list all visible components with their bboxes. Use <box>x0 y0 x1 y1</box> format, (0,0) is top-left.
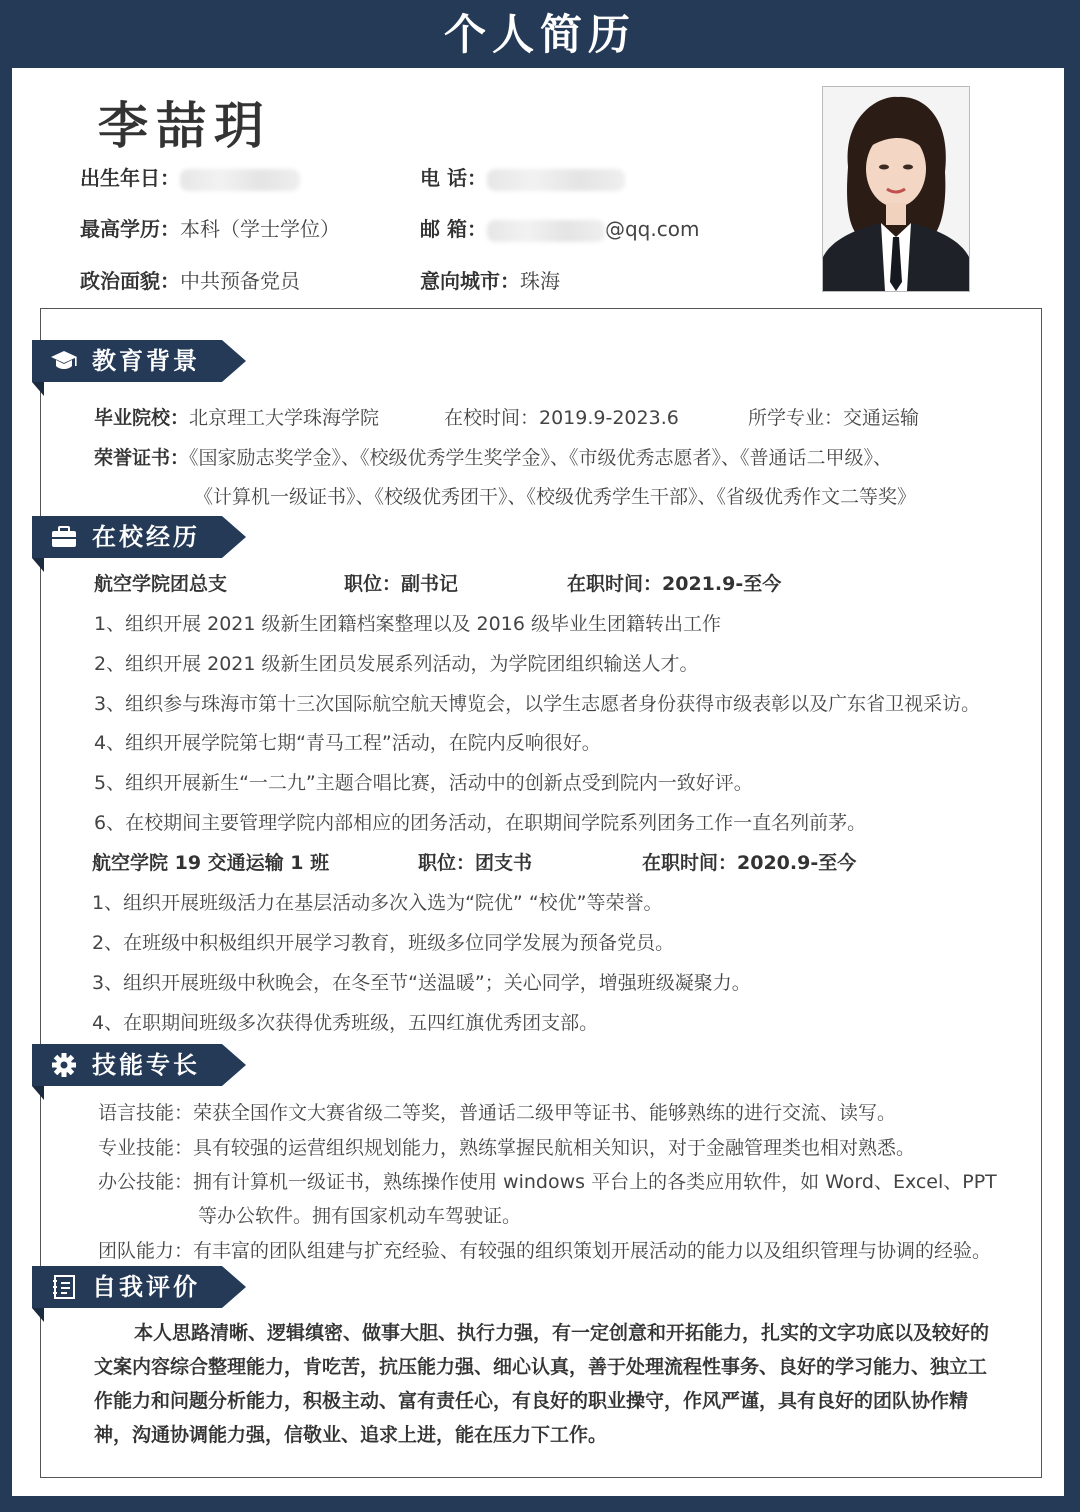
job2-org: 航空学院 19 交通运输 1 班 <box>92 852 330 874</box>
skill-line: 团队能力：有丰富的团队组建与扩充经验、有较强的组织策划开展活动的能力以及组织管理与协调的经验。 <box>98 1240 992 1262</box>
section-title-experience: 在校经历 <box>92 523 200 551</box>
page-title: 个人简历 <box>443 10 636 59</box>
study-period: 在校时间：2019.9-2023.6 <box>444 407 679 429</box>
politics-value: 中共预备党员 <box>180 269 300 293</box>
phone-row <box>420 162 625 191</box>
education-value: 本科（学士学位） <box>180 217 340 241</box>
phone-value-redacted <box>487 169 625 191</box>
job1-time: 在职时间：2021.9-至今 <box>567 573 782 595</box>
section-header-experience <box>32 516 246 558</box>
skill-line: 语言技能：荣获全国作文大赛省级二等奖，普通话二级甲等证书、能够熟练的进行交流、读写。 <box>98 1102 897 1124</box>
email-suffix: @qq.com <box>604 217 700 241</box>
job2-time: 在职时间：2020.9-至今 <box>642 852 857 874</box>
section-header-self-eval <box>32 1266 246 1308</box>
job2-item: 4、在职期间班级多次获得优秀班级，五四红旗优秀团支部。 <box>92 1012 599 1034</box>
self-eval-text: 本人思路清晰、逻辑缜密、做事大胆、执行力强，有一定创意和开拓能力，扎实的文字功底以及较好的文案内容综合整理能力，肯吃苦，抗压能力强、细心认真，善于处理流程性事务、良好的学习能力、独立工作能力和问题分析能力，积极主动、富有责任心，有良好的职业操守，作风严谨，具有良好的团队协作精神，沟通协调能力强，信敬业、追求上进，能在压力下工作。 <box>94 1322 990 1446</box>
resume-sheet <box>12 68 1064 1496</box>
job1-position: 职位：副书记 <box>344 573 459 595</box>
politics-label: 政治面貌： <box>80 269 180 293</box>
education-label: 最高学历： <box>80 217 180 241</box>
address-book-icon <box>50 1274 78 1300</box>
city-row <box>420 265 560 294</box>
portrait-illustration <box>823 87 969 291</box>
email-label: 邮 箱： <box>420 217 487 241</box>
honors-label: 荣誉证书： <box>94 447 190 469</box>
birth-value-redacted <box>180 169 300 191</box>
skill-line-continued: 等办公软件。拥有国家机动车驾驶证。 <box>198 1205 522 1227</box>
job2-item: 3、组织开展班级中秋晚会，在冬至节“送温暖”；关心同学，增强班级凝聚力。 <box>92 972 751 994</box>
job2-item: 2、在班级中积极组织开展学习教育，班级多位同学发展为预备党员。 <box>92 932 675 954</box>
section-header-skills <box>32 1044 246 1086</box>
education-row <box>80 213 340 242</box>
section-title-self-eval: 自我评价 <box>92 1273 200 1301</box>
graduation-cap-icon <box>50 348 78 374</box>
gear-icon <box>50 1052 78 1078</box>
job1-item: 3、组织参与珠海市第十三次国际航空航天博览会，以学生志愿者身份获得市级表彰以及广东省卫视采访。 <box>94 693 981 715</box>
city-label: 意向城市： <box>420 269 520 293</box>
honors-line-1 <box>94 443 892 470</box>
section-title-skills: 技能专长 <box>92 1051 200 1079</box>
job1-item: 1、组织开展 2021 级新生团籍档案整理以及 2016 级毕业生团籍转出工作 <box>94 613 721 635</box>
politics-row <box>80 265 300 294</box>
city-value: 珠海 <box>520 269 560 293</box>
skill-line: 办公技能：拥有计算机一级证书，熟练操作使用 windows 平台上的各类应用软件，如 Word、Excel、PPT <box>98 1171 997 1193</box>
candidate-name: 李喆玥 <box>98 97 272 155</box>
section-title-education: 教育背景 <box>92 347 200 375</box>
job2-position: 职位：团支书 <box>418 852 533 874</box>
phone-label: 电 话： <box>420 166 487 190</box>
school-value: 北京理工大学珠海学院 <box>189 407 380 429</box>
honors-line-2: 《计算机一级证书》、《校级优秀团干》、《校级优秀学生干部》、《省级优秀作文二等奖》 <box>194 486 917 508</box>
job2-item: 1、组织开展班级活力在基层活动多次入选为“院优” “校优”等荣誉。 <box>92 892 663 914</box>
major: 所学专业：交通运输 <box>748 407 920 429</box>
job1-item: 6、在校期间主要管理学院内部相应的团务活动，在职期间学院系列团务工作一直名列前茅。 <box>94 812 867 834</box>
job1-item: 4、组织开展学院第七期“青马工程”活动，在院内反响很好。 <box>94 732 601 754</box>
section-header-education <box>32 340 246 382</box>
email-row <box>420 213 699 242</box>
birth-row <box>80 162 300 191</box>
birth-label: 出生年日： <box>80 166 180 190</box>
profile-photo <box>822 86 970 292</box>
email-value-redacted <box>487 220 605 242</box>
job1-org: 航空学院团总支 <box>94 573 228 595</box>
skill-line: 专业技能：具有较强的运营组织规划能力，熟练掌握民航相关知识，对于金融管理类也相对熟悉。 <box>98 1137 916 1159</box>
school-label: 毕业院校： <box>94 407 190 429</box>
job1-item: 5、组织开展新生“一二九”主题合唱比赛，活动中的创新点受到院内一致好评。 <box>94 772 753 794</box>
briefcase-icon <box>50 524 78 550</box>
school-line <box>94 403 379 430</box>
job1-item: 2、组织开展 2021 级新生团员发展系列活动，为学院团组织输送人才。 <box>94 653 699 675</box>
honors-text-1: 《国家励志奖学金》、《校级优秀学生奖学金》、《市级优秀志愿者》、《普通话二甲级》、 <box>189 447 893 469</box>
